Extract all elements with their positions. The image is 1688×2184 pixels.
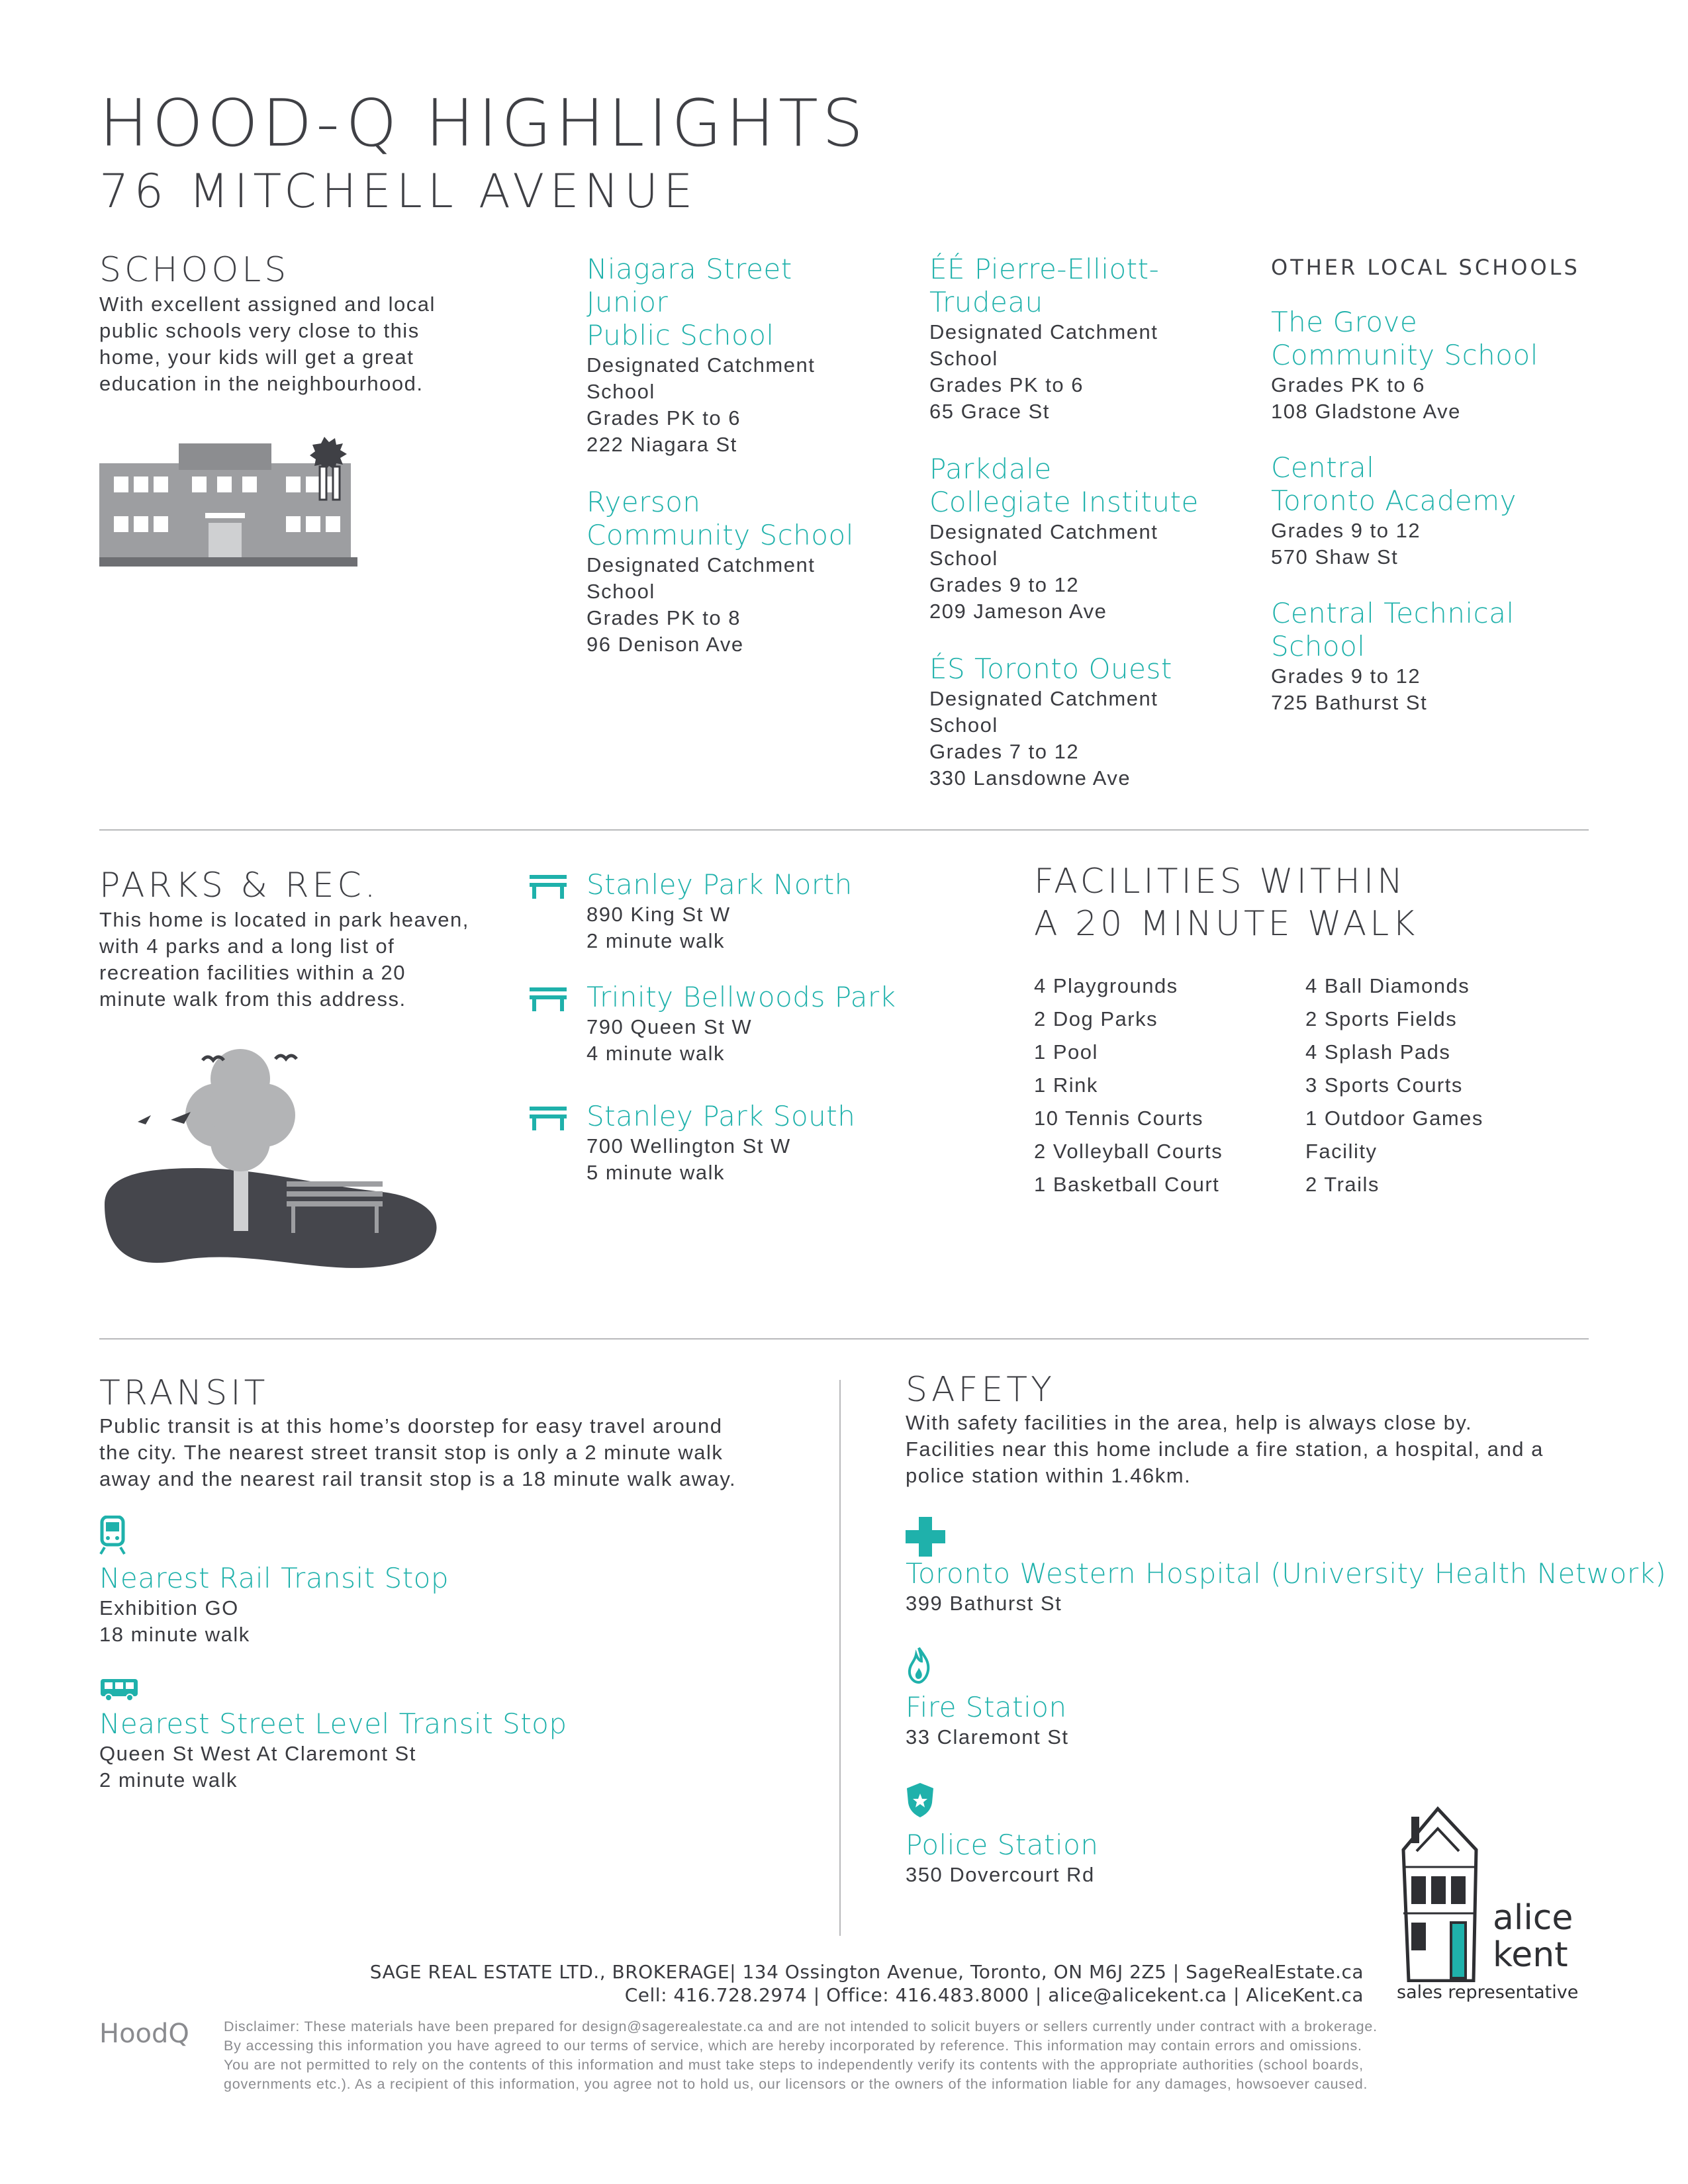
park-walk-time: 4 minute walk (586, 1042, 726, 1065)
police-shield-icon (906, 1782, 935, 1819)
park-name[interactable]: Stanley Park North (586, 868, 853, 901)
school-name[interactable]: Central Technical School (1271, 597, 1515, 662)
school-detail: Grades PK to 6 (929, 373, 1084, 396)
park-address: 790 Queen St W (586, 1015, 753, 1038)
school-name[interactable]: Community School (586, 519, 854, 551)
school-detail: 96 Denison Ave (586, 633, 744, 656)
agent-role: sales representative (1397, 1982, 1579, 2003)
agent-name (1493, 1899, 1573, 1974)
facility-item: 1 Rink (1034, 1073, 1098, 1097)
school-detail: Grades 7 to 12 (929, 740, 1080, 763)
disclaimer-line: Disclaimer: These materials have been prepared for design@sagerealestate.ca and are not intended to solicit buyers or sellers currently under contract with a brokerage. (224, 2019, 1378, 2034)
police-station-item (906, 1829, 1098, 1888)
school-detail: School (929, 347, 998, 370)
intro-line: public schools very close to this (99, 319, 420, 342)
fire-station-item (906, 1691, 1069, 1751)
park-illustration-icon (98, 1032, 442, 1277)
rail-stop-item (99, 1562, 449, 1648)
school-name[interactable]: The Grove (1271, 306, 1418, 338)
section-divider (99, 1338, 1589, 1340)
intro-line: with 4 parks and a long list of (99, 934, 395, 958)
school-detail: Designated Catchment (586, 353, 816, 377)
disclaimer-line: governments etc.). As a recipient of this information, you agree not to hold us, our licensors or the owners of the information liable for any damages, howsoever caused. (224, 2076, 1368, 2092)
facility-item: 2 Sports Fields (1305, 1007, 1458, 1030)
school-item (1271, 451, 1602, 570)
facility-item: 2 Trails (1305, 1173, 1380, 1196)
transit-heading: TRANSIT (99, 1373, 269, 1413)
school-detail: 209 Jameson Ave (929, 600, 1107, 623)
intro-line: recreation facilities within a 20 (99, 961, 406, 984)
park-address: 890 King St W (586, 903, 731, 926)
disclaimer-line: You are not permitted to rely on the contents of this information and must take steps to independently verify its contents with the appropriate authorities (school boards, (224, 2057, 1364, 2073)
hospital-title[interactable]: Toronto Western Hospital (University Health Network) (906, 1557, 1667, 1590)
school-detail: Grades 9 to 12 (1271, 519, 1421, 542)
police-station-address: 350 Dovercourt Rd (906, 1863, 1095, 1886)
facility-item: 10 Tennis Courts (1034, 1107, 1204, 1130)
school-item (586, 486, 878, 658)
facilities-heading-line: FACILITIES WITHIN (1034, 862, 1407, 901)
school-name[interactable]: Collegiate Institute (929, 486, 1199, 518)
school-detail: School (929, 713, 998, 737)
school-item (929, 253, 1247, 425)
park-walk-time: 2 minute walk (586, 929, 726, 952)
school-detail: Designated Catchment (929, 320, 1158, 343)
schools-heading: SCHOOLS (99, 250, 290, 290)
school-name[interactable]: Parkdale (929, 453, 1052, 485)
hospital-item (906, 1557, 1666, 1617)
facilities-list-right (1305, 970, 1483, 1201)
school-name[interactable]: Central (1271, 451, 1375, 484)
school-detail: School (929, 547, 998, 570)
street-stop-title[interactable]: Nearest Street Level Transit Stop (99, 1707, 567, 1740)
property-address: 76 MITCHELL AVENUE (99, 164, 698, 218)
school-item (1271, 597, 1602, 716)
school-detail: School (586, 580, 655, 603)
intro-line: Facilities near this home include a fire station, a hospital, and a (906, 1437, 1544, 1461)
fire-station-title[interactable]: Fire Station (906, 1691, 1067, 1723)
school-detail: Grades 9 to 12 (1271, 664, 1421, 688)
school-building-icon (99, 437, 377, 569)
school-detail: School (586, 380, 655, 403)
house-logo-icon (1397, 1803, 1489, 1982)
school-detail: Grades 9 to 12 (929, 573, 1080, 596)
school-detail: 222 Niagara St (586, 433, 737, 456)
transit-intro (99, 1413, 827, 1492)
school-detail: Designated Catchment (929, 687, 1158, 710)
facility-item: 2 Volleyball Courts (1034, 1140, 1223, 1163)
intro-line: minute walk from this address. (99, 987, 406, 1011)
street-stop-name: Queen St West At Claremont St (99, 1742, 416, 1765)
contact-line: Cell: 416.728.2974 | Office: 416.483.8000 | alice@alicekent.ca | AliceKent.ca (624, 1984, 1364, 2006)
flame-icon (907, 1647, 931, 1684)
intro-line: Public transit is at this home’s doorstep for easy travel around (99, 1414, 723, 1437)
safety-intro (906, 1410, 1594, 1489)
school-name[interactable]: Ryerson (586, 486, 701, 518)
hospital-cross-icon (906, 1517, 945, 1557)
disclaimer-line: By accessing this information you have agreed to our terms of service, which are hereby incorporated by reference. This information may contain errors and omissions. (224, 2038, 1362, 2054)
page-title: HOOD-Q HIGHLIGHTS (99, 86, 868, 161)
street-stop-item (99, 1707, 567, 1794)
other-schools-heading: OTHER LOCAL SCHOOLS (1271, 255, 1580, 280)
park-name[interactable]: Trinity Bellwoods Park (586, 981, 896, 1013)
school-detail: 330 Lansdowne Ave (929, 766, 1131, 790)
facility-item: 2 Dog Parks (1034, 1007, 1158, 1030)
rail-stop-walk: 18 minute walk (99, 1623, 250, 1646)
schools-column-2 (929, 253, 1247, 792)
school-item (929, 453, 1247, 625)
facility-item: 4 Playgrounds (1034, 974, 1178, 997)
facility-item: 3 Sports Courts (1305, 1073, 1463, 1097)
school-name[interactable]: Niagara Street Junior (586, 253, 792, 318)
parks-intro (99, 907, 523, 1013)
school-item (1271, 306, 1602, 425)
facility-item: 1 Pool (1034, 1040, 1098, 1064)
facility-item: Facility (1305, 1140, 1378, 1163)
parks-heading: PARKS & REC. (99, 866, 379, 905)
hoodq-logo: HoodQ (99, 2019, 189, 2049)
school-name[interactable]: Public School (586, 319, 774, 351)
school-detail: Designated Catchment (586, 553, 816, 576)
school-name[interactable]: ÉÉ Pierre-Elliott-Trudeau (929, 253, 1160, 318)
park-name[interactable]: Stanley Park South (586, 1100, 856, 1132)
fire-station-address: 33 Claremont St (906, 1725, 1069, 1749)
street-stop-walk: 2 minute walk (99, 1768, 238, 1792)
bench-icon (530, 987, 567, 1011)
facilities-heading (1034, 860, 1418, 945)
school-item (929, 653, 1247, 792)
agent-last-name: kent (1493, 1935, 1568, 1975)
schools-column-1 (586, 253, 878, 658)
school-name[interactable]: Toronto Academy (1271, 484, 1517, 517)
intro-line: away and the nearest rail transit stop is a 18 minute walk away. (99, 1467, 737, 1490)
bench-icon (530, 1107, 567, 1130)
school-detail: 570 Shaw St (1271, 545, 1399, 569)
school-item (586, 253, 878, 458)
column-divider (839, 1380, 841, 1936)
schools-column-3 (1271, 306, 1602, 716)
facilities-heading-line: A 20 MINUTE WALK (1034, 904, 1419, 944)
school-detail: Designated Catchment (929, 520, 1158, 543)
intro-line: With safety facilities in the area, help is always close by. (906, 1411, 1473, 1434)
facilities-list-left (1034, 970, 1223, 1201)
school-detail: Grades PK to 6 (586, 406, 741, 430)
bench-icon (530, 875, 567, 899)
facility-item: 1 Outdoor Games (1305, 1107, 1483, 1130)
section-divider (99, 829, 1589, 831)
school-detail: Grades PK to 8 (586, 606, 741, 629)
brokerage-line: SAGE REAL ESTATE LTD., BROKERAGE| 134 Ossington Avenue, Toronto, ON M6J 2Z5 | SageRealEstate.ca (369, 1961, 1364, 1983)
intro-line: police station within 1.46km. (906, 1464, 1192, 1487)
park-item (530, 1100, 940, 1199)
school-name[interactable]: ÉS Toronto Ouest (929, 653, 1172, 685)
rail-stop-name: Exhibition GO (99, 1596, 239, 1619)
facility-item: 4 Ball Diamonds (1305, 974, 1470, 997)
intro-line: With excellent assigned and local (99, 293, 436, 316)
school-detail: 108 Gladstone Ave (1271, 400, 1461, 423)
park-address: 700 Wellington St W (586, 1134, 791, 1158)
bus-icon (99, 1678, 139, 1702)
park-item (530, 868, 940, 981)
park-walk-time: 5 minute walk (586, 1161, 726, 1184)
park-item (530, 981, 940, 1100)
intro-line: the city. The nearest street transit stop is only a 2 minute walk (99, 1441, 724, 1464)
intro-line: This home is located in park heaven, (99, 908, 469, 931)
hospital-address: 399 Bathurst St (906, 1592, 1062, 1615)
facility-item: 1 Basketball Court (1034, 1173, 1220, 1196)
intro-line: education in the neighbourhood. (99, 372, 424, 395)
police-station-title[interactable]: Police Station (906, 1829, 1099, 1861)
schools-intro (99, 291, 496, 397)
disclaimer (224, 2017, 1587, 2094)
school-name[interactable]: Community School (1271, 339, 1538, 371)
parks-list (530, 868, 940, 1199)
facility-item: 4 Splash Pads (1305, 1040, 1451, 1064)
intro-line: home, your kids will get a great (99, 345, 414, 369)
rail-stop-title[interactable]: Nearest Rail Transit Stop (99, 1562, 449, 1594)
train-icon (99, 1516, 126, 1555)
agent-first-name: alice (1493, 1898, 1573, 1938)
school-detail: 725 Bathurst St (1271, 691, 1428, 714)
school-detail: 65 Grace St (929, 400, 1050, 423)
school-detail: Grades PK to 6 (1271, 373, 1425, 396)
safety-heading: SAFETY (906, 1370, 1055, 1410)
